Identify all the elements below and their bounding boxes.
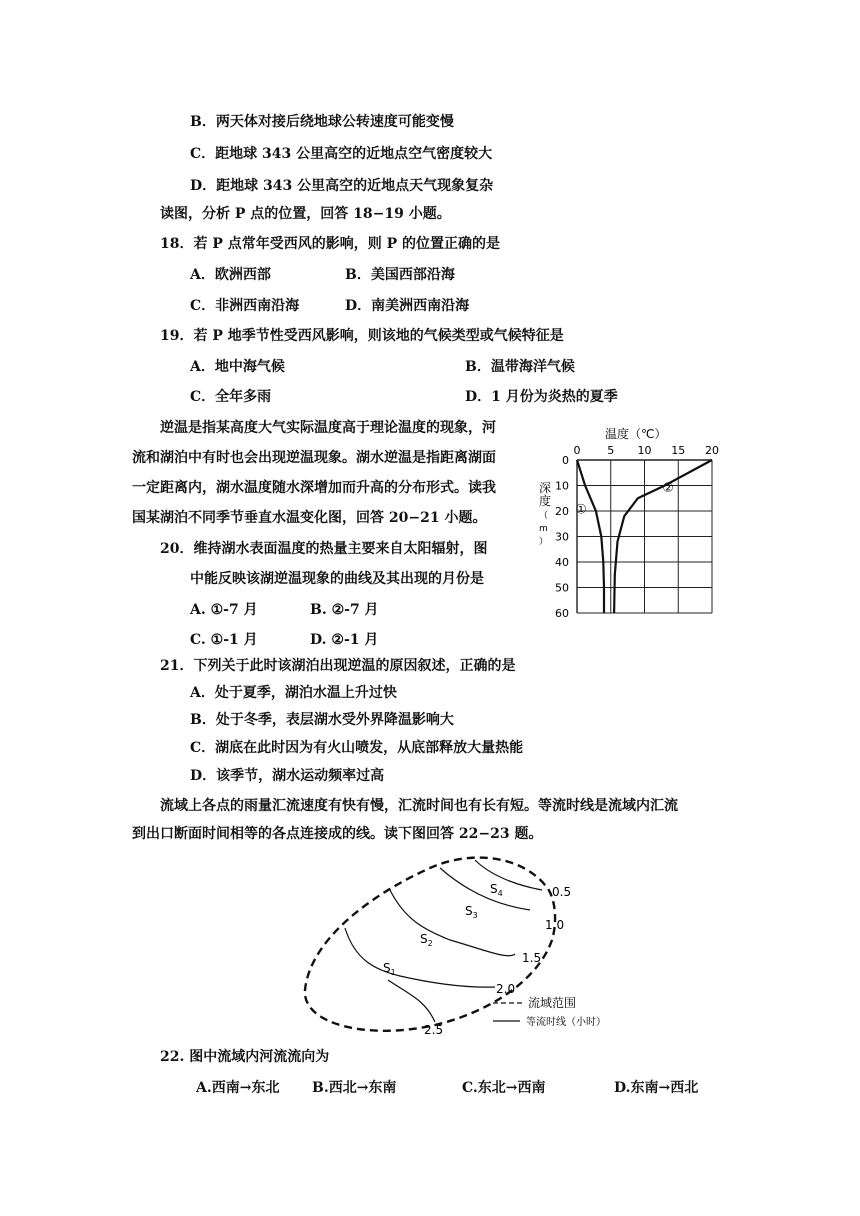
isochrone-label-1-5: 1.5 bbox=[522, 951, 542, 965]
y-tick-label: 20 bbox=[555, 505, 569, 518]
q17-option-b: B．两天体对接后绕地球公转速度可能变慢 bbox=[190, 114, 454, 130]
isochrone-label-2-0: 2.0 bbox=[496, 982, 516, 996]
isochrone-label-2-5: 2.5 bbox=[424, 1023, 444, 1037]
q21-option-d: D．该季节，湖水运动频率过高 bbox=[190, 768, 385, 784]
zone-label-s1: $S_1$ bbox=[383, 961, 396, 977]
y-tick-label: 10 bbox=[555, 479, 569, 493]
series-label-2: ② bbox=[662, 480, 674, 496]
q17-option-d: D．距地球 343 公里高空的近地点天气现象复杂 bbox=[190, 178, 494, 194]
chart-title: 温度（℃） bbox=[605, 427, 667, 441]
q21-stem: 21．下列关于此时该湖泊出现逆温的原因叙述，正确的是 bbox=[160, 658, 516, 674]
isochrone-label-0-5: 0.5 bbox=[552, 885, 572, 899]
q18-option-a: A．欧洲西部 bbox=[190, 267, 271, 283]
intro-20-21-line-3: 一定距离内，湖水温度随水深增加而升高的分布形式。读我 bbox=[132, 480, 496, 496]
chart-grid bbox=[577, 460, 712, 613]
zone-label-s4: $S_4$ bbox=[490, 882, 503, 898]
q20-option-c: C. ①-1 月 bbox=[190, 632, 258, 648]
series-label-1: ① bbox=[575, 502, 587, 518]
lake-temperature-chart bbox=[535, 422, 735, 622]
q22-option-b: B.西北→东南 bbox=[312, 1080, 397, 1096]
q19-stem: 19．若 P 地季节性受西风影响，则该地的气候类型或气候特征是 bbox=[160, 328, 564, 344]
isochrone-1-0 bbox=[440, 868, 530, 910]
y-axis-label: 深度（ m ） bbox=[539, 481, 552, 547]
q20-option-a: A. ①-7 月 bbox=[190, 602, 258, 618]
q18-option-b: B．美国西部沿海 bbox=[345, 267, 455, 283]
x-tick-label: 5 bbox=[607, 444, 615, 457]
q20-stem-line-1: 20．维持湖水表面温度的热量主要来自太阳辐射，图 bbox=[160, 541, 488, 557]
q19-option-b: B．温带海洋气候 bbox=[465, 359, 575, 375]
isochrone-1-5 bbox=[390, 890, 515, 956]
y-tick-label: 40 bbox=[555, 556, 569, 569]
q22-option-d: D.东南→西北 bbox=[614, 1080, 699, 1096]
x-tick-label: 15 bbox=[671, 444, 686, 457]
y-tick-label: 60 bbox=[555, 607, 569, 620]
q21-option-c: C．湖底在此时因为有火山喷发，从底部释放大量热能 bbox=[190, 740, 524, 756]
q22-stem: 22. 图中流域内河流流向为 bbox=[160, 1049, 330, 1065]
intro-20-21-line-1: 逆温是指某高度大气实际温度高于理论温度的现象，河 bbox=[160, 420, 496, 436]
q17-option-c: C．距地球 343 公里高空的近地点空气密度较大 bbox=[190, 146, 493, 162]
legend-boundary-label: 流域范围 bbox=[528, 996, 577, 1010]
q20-option-d: D. ②-1 月 bbox=[310, 632, 379, 648]
legend-isochrone-label: 等流时线（小时） bbox=[526, 1017, 606, 1028]
q19-option-a: A．地中海气候 bbox=[190, 359, 285, 375]
intro-20-21-line-4: 国某湖泊不同季节垂直水温变化图，回答 20−21 小题。 bbox=[132, 510, 487, 526]
x-tick-label: 0 bbox=[573, 444, 581, 457]
q19-option-c: C．全年多雨 bbox=[190, 389, 272, 405]
intro-18-19: 读图，分析 P 点的位置，回答 18−19 小题。 bbox=[160, 206, 451, 222]
q20-stem-line-2: 中能反映该湖逆温现象的曲线及其出现的月份是 bbox=[190, 571, 484, 587]
intro-22-23-line-2: 到出口断面时间相等的各点连接成的线。读下图回答 22−23 题。 bbox=[132, 826, 543, 842]
intro-20-21-line-2: 流和湖泊中有时也会出现逆温现象。湖水逆温是指距离湖面 bbox=[132, 450, 496, 466]
q19-option-d: D．1 月份为炎热的夏季 bbox=[465, 389, 618, 405]
isochrone-2-5 bbox=[388, 980, 435, 1022]
y-tick-label: 0 bbox=[562, 454, 569, 467]
zone-label-s2: $S_2$ bbox=[420, 932, 433, 948]
q18-stem: 18．若 P 点常年受西风的影响，则 P 的位置正确的是 bbox=[160, 236, 501, 252]
q21-option-b: B．处于冬季，表层湖水受外界降温影响大 bbox=[190, 712, 454, 728]
q21-option-a: A．处于夏季，湖泊水温上升过快 bbox=[190, 685, 397, 701]
x-tick-label: 20 bbox=[705, 444, 719, 457]
y-tick-label: 30 bbox=[555, 530, 569, 544]
q22-option-c: C.东北→西南 bbox=[462, 1080, 546, 1096]
q18-option-c: C．非洲西南沿海 bbox=[190, 298, 300, 314]
isochrone-0-5 bbox=[475, 860, 542, 890]
isochrone-label-1-0: 1.0 bbox=[545, 918, 565, 932]
q20-option-b: B. ②-7 月 bbox=[310, 602, 379, 618]
q22-option-a: A.西南→东北 bbox=[196, 1080, 280, 1096]
zone-label-s3: $S_3$ bbox=[465, 904, 478, 920]
y-tick-label: 50 bbox=[555, 581, 569, 595]
intro-22-23-line-1: 流域上各点的雨量汇流速度有快有慢，汇流时间也有长有短。等流时线是流域内汇流 bbox=[160, 798, 678, 814]
q18-option-d: D．南美洲西南沿海 bbox=[345, 298, 470, 314]
x-tick-label: 10 bbox=[637, 444, 652, 457]
watershed-isochrone-map bbox=[290, 850, 630, 1045]
